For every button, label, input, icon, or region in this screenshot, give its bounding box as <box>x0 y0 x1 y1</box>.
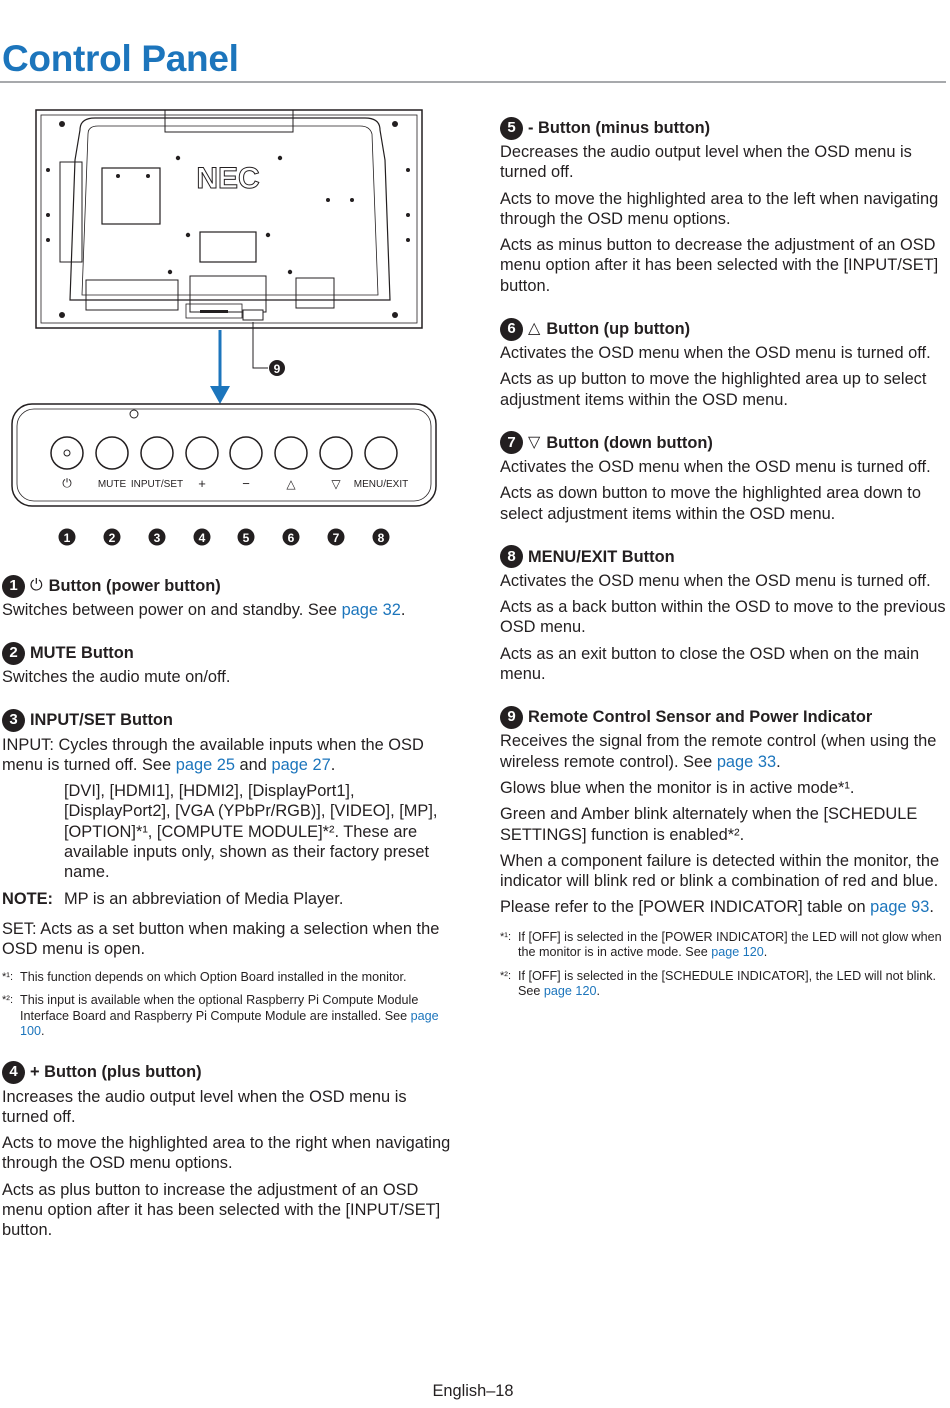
panel-pointer-arrow <box>210 330 230 404</box>
panel-button-power <box>51 437 83 469</box>
callout-number-2: 2 <box>108 531 116 545</box>
down-triangle-icon: ▽ <box>528 433 541 451</box>
section-heading: INPUT/SET Button <box>30 711 173 730</box>
title-divider <box>0 81 946 83</box>
label-minus: − <box>242 476 250 491</box>
number-badge: 8 <box>500 545 523 568</box>
panel-button-down <box>320 437 352 469</box>
label-mute: MUTE <box>97 479 127 490</box>
panel-button-mute <box>96 437 128 469</box>
number-badge: 4 <box>2 1061 25 1084</box>
link-page-33[interactable]: page 33 <box>716 752 777 771</box>
panel-button-plus <box>186 437 218 469</box>
section-heading: Remote Control Sensor and Power Indicator <box>528 708 873 727</box>
page-footer: English–18 <box>432 1382 514 1400</box>
panel-button-minus <box>230 437 262 469</box>
number-badge: 6 <box>500 318 523 341</box>
label-input-set: INPUT/SET <box>130 479 184 490</box>
panel-button-up <box>275 437 307 469</box>
note: NOTE: MP is an abbreviation of Media Player. <box>2 889 344 908</box>
section-plus-button: 4 + Button (plus button) Increases the audio output level when the OSD menu is turned off. Acts to move the highlighted area to the right when navigating through the OSD menu options. Acts as plus button to increase the adjustment of an OSD menu option after it has been selected with the [INPUT/SET] button. <box>2 1061 452 1241</box>
section-input-set-button: 3 INPUT/SET Button INPUT: Cycles through the available inputs when the OSD menu is turned off. See page 25 and page 27. [DVI], [HDMI1], [HDMI2], [DisplayPort1], [DisplayPort2], [VGA (YPbPr/RGB)], [VIDEO], [MP], [OPTION]*¹, [COMPUTE MODULE]*². These are available inputs only, shown as their factory preset name. NOTE: MP is an abbreviation of Media Player. SET: Acts as a set button when making a selection when the OSD menu is open. *¹: This function depends on which Option Board installed in the monitor. *²: This input is available when the optional Raspberry Pi Compute Module Interface Board and Raspberry Pi Compute Module are installed. See page 100. <box>2 709 452 1040</box>
label-up: △ <box>286 477 296 491</box>
section-heading: Button (power button) <box>48 576 221 595</box>
label-menu-exit: MENU/EXIT <box>353 479 409 490</box>
section-up-button: 6 △ Button (up button) Activates the OSD menu when the OSD menu is turned off. Acts as up button to move the highlighted area up to select adjustment items within the OSD menu. <box>500 317 946 410</box>
link-page-27[interactable]: page 27 <box>271 755 331 774</box>
section-heading: MENU/EXIT Button <box>528 547 675 566</box>
footnote-2: *²: If [OFF] is selected in the [SCHEDULE INDICATOR], the LED will not blink. See page 120. <box>500 968 937 999</box>
label-power: ⏻ <box>62 476 72 490</box>
number-badge: 9 <box>500 706 523 729</box>
number-badge: 3 <box>2 709 25 732</box>
section-heading: + Button (plus button) <box>30 1063 202 1082</box>
number-badge: 1 <box>2 575 25 598</box>
callout-number-4: 4 <box>198 531 206 545</box>
section-mute-button: 2 MUTE Button Switches the audio mute on/off. <box>2 641 452 687</box>
section-down-button: 7 ▽ Button (down button) Activates the OSD menu when the OSD menu is turned off. Acts as down button to move the highlighted area down to select adjustment items within the OSD menu. <box>500 431 946 524</box>
footnote-2: *²: This input is available when the optional Raspberry Pi Compute Module Interface Board and Raspberry Pi Compute Module are installed. See page 100. <box>2 993 439 1039</box>
link-page-120[interactable]: page 120 <box>543 984 597 999</box>
left-column <box>2 574 452 1262</box>
section-remote-sensor: 9 Remote Control Sensor and Power Indicator Receives the signal from the remote control (when using the wireless remote control). See page 33. Glows blue when the monitor is in active mode*¹. Green and Amber blink alternately when the [SCHEDULE SETTINGS] function is enabled*². When a component failure is detected within the monitor, the indicator will blink red or blink a combination of red and blue. Please refer to the [POWER INDICATOR] table on page 93. *¹: If [OFF] is selected in the [POWER INDICATOR] the LED will not glow when the monitor is in active mode. See page 120. *²: If [OFF] is selected in the [SCHEDULE INDICATOR], the LED will not blink. See page 120. <box>500 705 946 999</box>
number-badge: 5 <box>500 117 523 140</box>
panel-button-input-set <box>141 437 173 469</box>
section-heading: Button (down button) <box>546 433 713 452</box>
right-column <box>500 116 946 1021</box>
section-heading: Button (up button) <box>546 319 691 338</box>
callout-number-3: 3 <box>153 531 161 545</box>
label-plus: + <box>198 476 206 491</box>
callout-number-5: 5 <box>242 531 250 545</box>
link-page-93[interactable]: page 93 <box>870 898 930 917</box>
section-heading: - Button (minus button) <box>528 118 711 137</box>
section-heading: MUTE Button <box>30 644 134 663</box>
callout-9 <box>253 322 285 376</box>
power-icon: ⏻ <box>30 576 43 594</box>
section-menu-exit-button: 8 MENU/EXIT Button Activates the OSD menu when the OSD menu is turned off. Acts as a back button within the OSD to move to the previous OSD menu. Acts as an exit button to close the OSD when on the main menu. <box>500 545 946 684</box>
footnote-1: *¹: If [OFF] is selected in the [POWER INDICATOR] the LED will not glow when the monitor is in active mode. See page 120. <box>500 929 942 960</box>
link-page-25[interactable]: page 25 <box>175 755 235 774</box>
control-panel-figure <box>0 100 450 560</box>
link-page-100[interactable]: page 100 <box>20 1008 439 1039</box>
up-triangle-icon: △ <box>528 319 541 337</box>
callout-number-1: 1 <box>63 531 71 545</box>
label-down: ▽ <box>331 477 341 491</box>
footnote-1: *¹: This function depends on which Option Board installed in the monitor. <box>2 969 407 984</box>
number-badge: 2 <box>2 642 25 665</box>
callout-number-7: 7 <box>332 531 340 545</box>
link-page-120[interactable]: page 120 <box>711 945 764 960</box>
callout-number-8: 8 <box>377 531 385 545</box>
section-minus-button: 5 - Button (minus button) Decreases the audio output level when the OSD menu is turned off. Acts to move the highlighted area to the left when navigating through the OSD menu options. Acts as minus button to decrease the adjustment of an OSD menu option after it has been selected with the [INPUT/SET] button. <box>500 116 946 296</box>
monitor-rear-illustration <box>36 110 422 328</box>
section-power-button: 1 ⏻ Button (power button) Switches between power on and standby. See page 32. <box>2 574 452 620</box>
input-list: [DVI], [HDMI1], [HDMI2], [DisplayPort1], [DisplayPort2], [VGA (YPbPr/RGB)], [VIDEO], [MP], [OPTION]*¹, [COMPUTE MODULE]*². These are available inputs only, shown as their factory preset name. <box>64 782 438 882</box>
brand-logo: NEC <box>196 162 260 195</box>
svg-text:9: 9 <box>273 362 281 376</box>
callout-number-6: 6 <box>287 531 295 545</box>
panel-button-menu-exit <box>365 437 397 469</box>
page-title: Control Panel <box>2 38 239 79</box>
link-page-32[interactable]: page 32 <box>341 601 401 619</box>
number-badge: 7 <box>500 431 523 454</box>
